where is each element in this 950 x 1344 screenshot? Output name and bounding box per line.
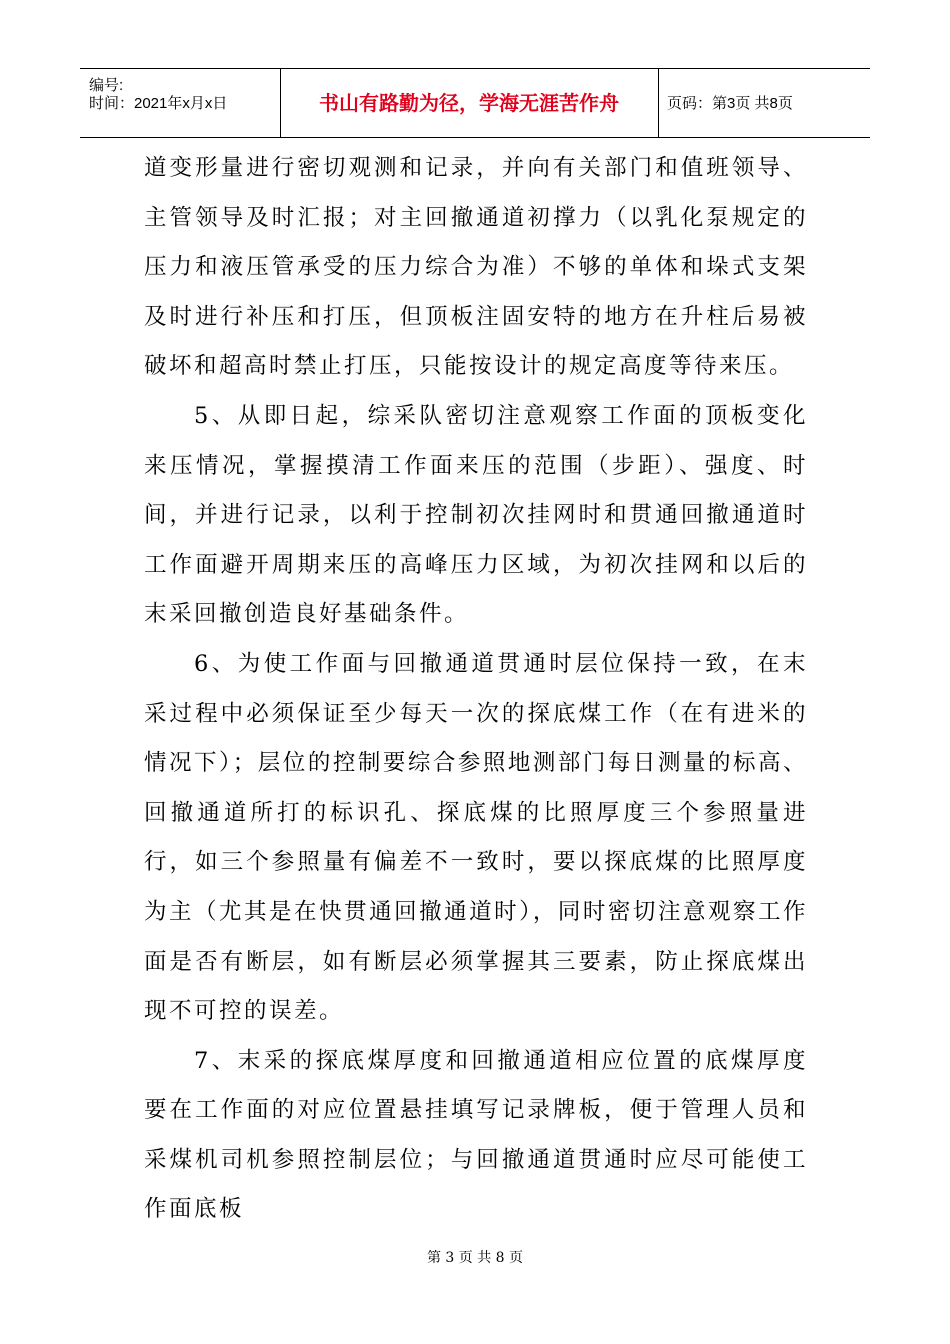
page-footer: 第 3 页 共 8 页 <box>426 1250 524 1266</box>
paragraph-item-7: 7、末采的探底煤厚度和回撤通道相应位置的底煤厚度要在工作面的对应位置悬挂填写记录牌板，便于管理人员和采煤机司机参照控制层位；与回撤通道贯通时应尽可能使工作面底板 <box>144 1047 808 1223</box>
header-info-cell <box>80 69 281 137</box>
header-page-code: 页码：第3页 共8页 <box>667 95 793 112</box>
header-motto-cell <box>280 69 659 137</box>
paragraph-item-5: 5、从即日起，综采队密切注意观察工作面的顶板变化来压情况，掌握摸清工作面来压的范围（步距）、强度、时间，并进行记录，以利于控制初次挂网时和贯通回撤通道时工作面避开周期来压的高峰压力区域，为初次挂网和以后的末采回撤创造良好基础条件。 <box>144 402 808 628</box>
doc-date-label: 时间：2021年x月x日 <box>89 95 228 112</box>
header-page-cell <box>659 69 870 137</box>
paragraph-continuation: 道变形量进行密切观测和记录，并向有关部门和值班领导、主管领导及时汇报；对主回撤通道初撑力（以乳化泵规定的压力和液压管承受的压力综合为准）不够的单体和垛式支架及时进行补压和打压，但顶板注固安特的地方在升柱后易被破坏和超高时禁止打压，只能按设计的规定高度等待来压。 <box>144 155 808 380</box>
header-motto: 书山有路勤为径，学海无涯苦作舟 <box>319 93 619 115</box>
page-header <box>80 68 870 138</box>
paragraph-item-6: 6、为使工作面与回撤通道贯通时层位保持一致，在末采过程中必须保证至少每天一次的探底煤工作（在有进米的情况下）；层位的控制要综合参照地测部门每日测量的标高、回撤通道所打的标识孔、探底煤的比照厚度三个参照量进行，如三个参照量有偏差不一致时，要以探底煤的比照厚度为主（尤其是在快贯通回撤通道时），同时密切注意观察工作面是否有断层，如有断层必须掌握其三要素，防止探底煤出现不可控的误差。 <box>144 650 808 1025</box>
document-body <box>144 144 808 1235</box>
doc-code-label: 编号: <box>89 77 124 94</box>
